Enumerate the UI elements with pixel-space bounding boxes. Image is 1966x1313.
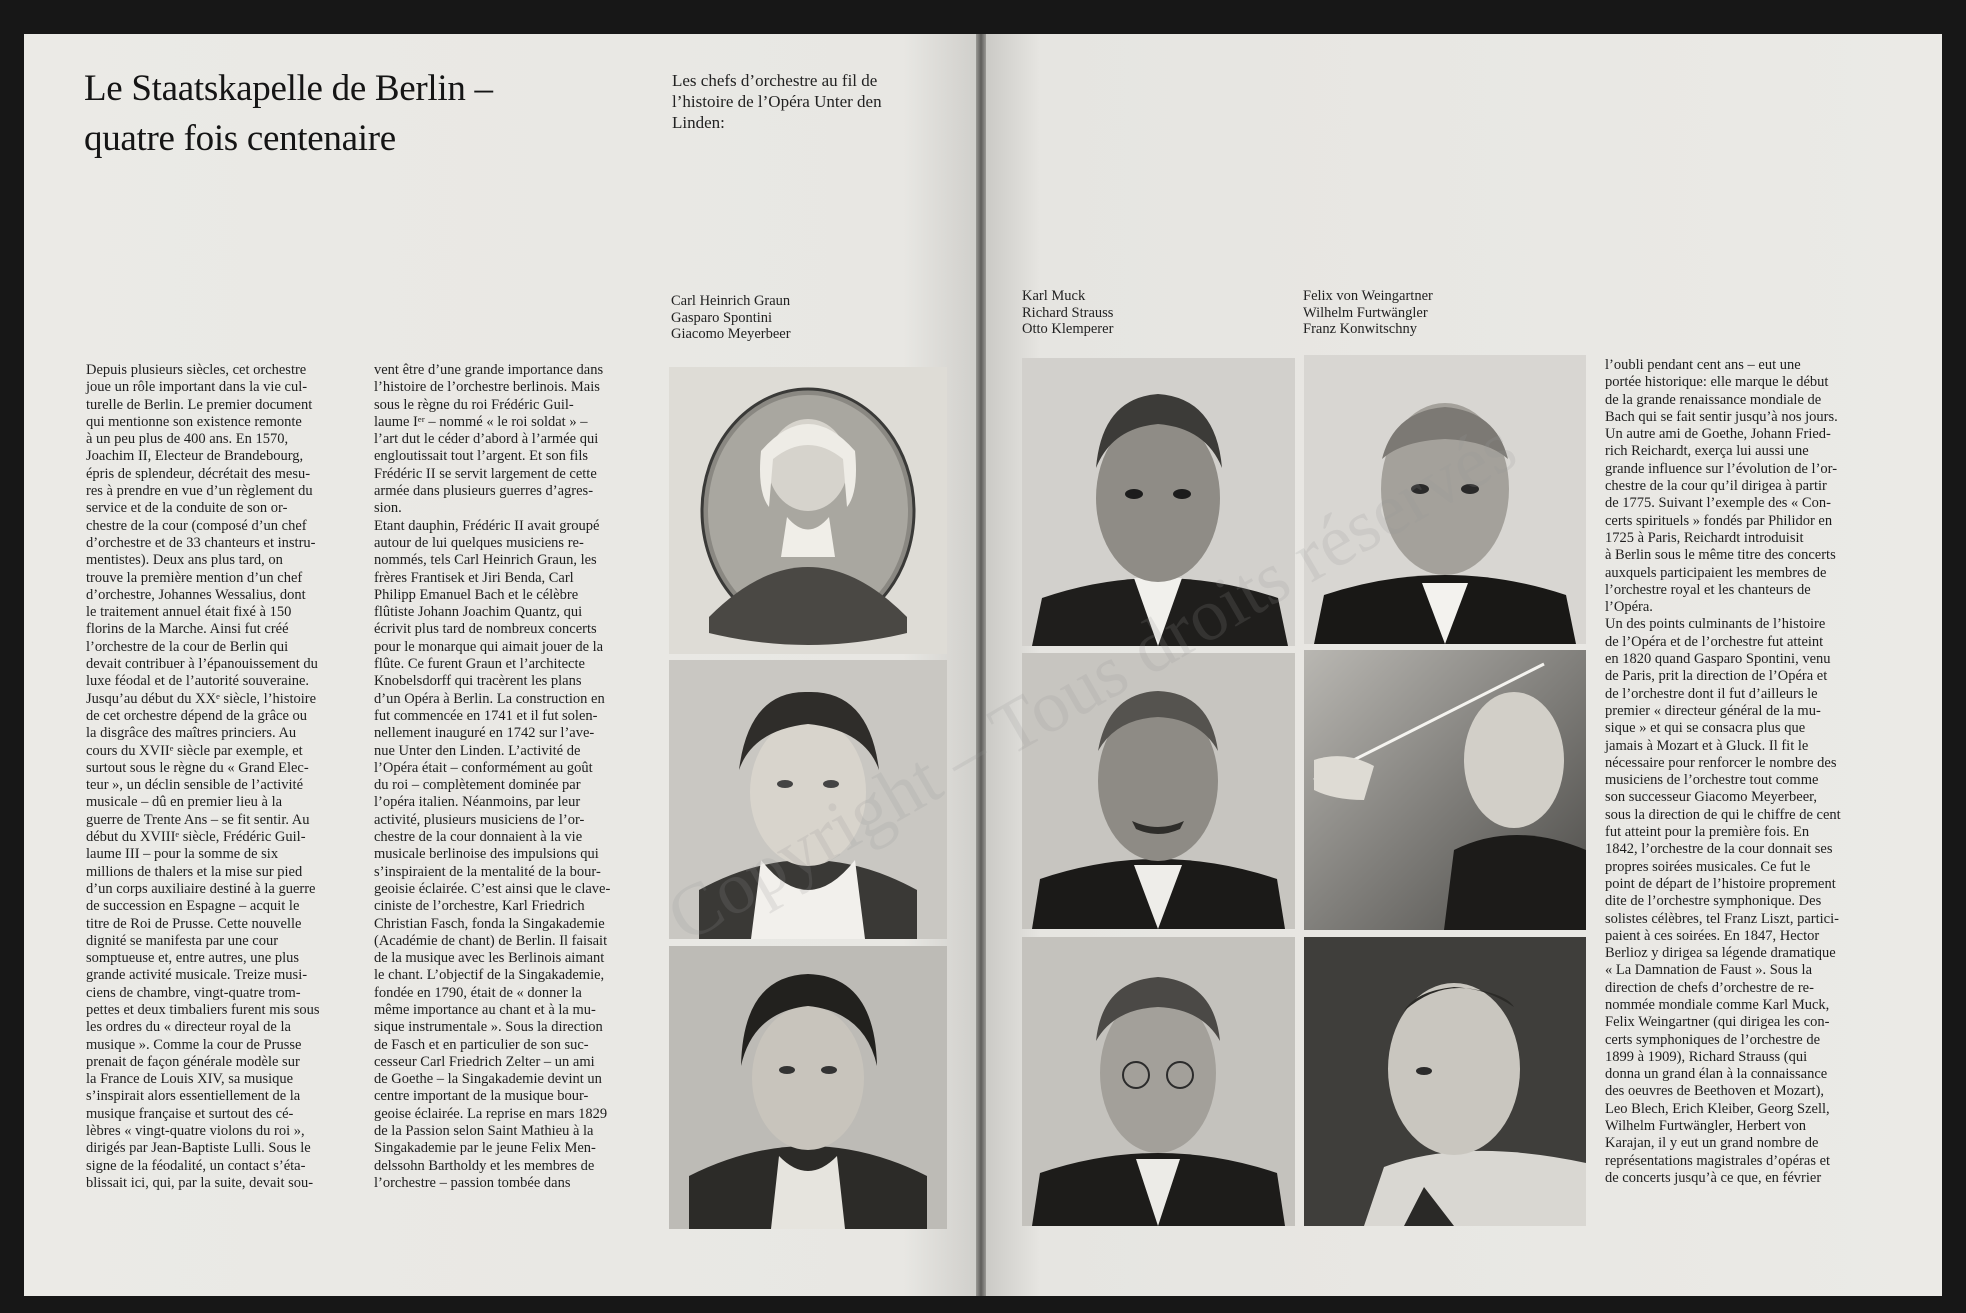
text-line: de succession en Espagne – acquit le <box>86 898 300 915</box>
text-line: nommée mondiale comme Karl Muck, <box>1605 996 1830 1013</box>
text-line: écrivit plus tard de nombreux concerts <box>374 621 597 638</box>
text-line: certs symphoniques de l’orchestre de <box>1605 1031 1821 1048</box>
text-line: chestre de la cour (composé d’un chef <box>86 517 307 534</box>
portrait-meyerbeer <box>669 946 947 1229</box>
text-line: de la musique avec les Berlinois aimant <box>374 950 605 967</box>
title-line: Le Staatskapelle de Berlin – <box>84 68 493 109</box>
text-line: Bach qui se fait sentir jusqu’à nos jours. <box>1605 408 1838 425</box>
text-line: de Fasch et en particulier de son suc- <box>374 1036 589 1053</box>
text-line: le chant. L’objectif de la Singakademie, <box>374 967 605 984</box>
text-line: laume III – pour la somme de six <box>86 846 279 863</box>
portrait-furtwangler <box>1304 650 1586 930</box>
caption-group-3 <box>1303 288 1433 338</box>
text-line: début du XVIIIᵉ siècle, Frédéric Guil- <box>86 829 306 846</box>
caption-line: Carl Heinrich Graun <box>671 293 791 309</box>
caption-line: Wilhelm Furtwängler <box>1303 304 1428 321</box>
text-line: cours du XVIIᵉ siècle par exemple, et <box>86 742 303 759</box>
text-line: florins de la Marche. Ainsi fut créé <box>86 621 289 638</box>
text-line: s’inspirait alors essentiellement de la <box>86 1088 301 1105</box>
text-line: de Goethe – la Singakademie devint un <box>374 1071 602 1088</box>
text-line: l’opéra italien. Néanmoins, par leur <box>374 794 581 811</box>
text-line: Christian Fasch, fonda la Singakademie <box>374 915 605 932</box>
intro-line: l’histoire de l’Opéra Unter den <box>672 92 882 111</box>
text-line: de Paris, prit la direction de l’Opéra et <box>1605 668 1828 685</box>
intro-line: Les chefs d’orchestre au fil de <box>672 71 878 90</box>
text-line: les ordres du « directeur royal de la <box>86 1019 291 1036</box>
text-line: joue un rôle important dans la vie cul- <box>86 379 308 396</box>
text-line: de la Passion selon Saint Mathieu à la <box>374 1123 594 1140</box>
text-line: Depuis plusieurs siècles, cet orchestre <box>86 362 307 378</box>
text-line: 1899 à 1909), Richard Strauss (qui <box>1605 1048 1808 1065</box>
text-line: premier « directeur général de la mu- <box>1605 702 1821 719</box>
text-line: Knobelsdorff qui tracèrent les plans <box>374 673 582 690</box>
text-line: Joachim II, Electeur de Brandebourg, <box>86 448 304 465</box>
text-line: cesseur Carl Friedrich Zelter – un ami <box>374 1053 595 1070</box>
article-column-3 <box>1605 357 1885 1187</box>
text-line: millions de thalers et la mise sur pied <box>86 863 303 880</box>
caption-line: Otto Klemperer <box>1022 321 1114 337</box>
text-line: à un peu plus de 400 ans. En 1570, <box>86 431 289 448</box>
text-line: Un autre ami de Goethe, Johann Fried- <box>1605 426 1831 443</box>
text-line: Singakademie par le jeune Felix Men- <box>374 1140 596 1157</box>
text-line: blissait ici, qui, par la suite, devait sou- <box>86 1174 314 1191</box>
portrait-graun <box>669 367 947 654</box>
text-line: l’Opéra était – conformément au goût <box>374 759 593 776</box>
text-line: des oeuvres de Beethoven et Mozart), <box>1605 1083 1825 1100</box>
text-line: sique » et qui se consacra plus que <box>1605 720 1806 737</box>
text-line: pour le monarque qui aimait jouer de la <box>374 638 604 655</box>
text-line: dirigés par Jean-Baptiste Lulli. Sous le <box>86 1140 311 1157</box>
text-line: teur », un déclin sensible de l’activité <box>86 777 304 794</box>
text-line: nue Unter den Linden. L’activité de <box>374 742 581 759</box>
text-line: propres soirées musicales. Ce fut le <box>1605 858 1811 875</box>
text-line: Berlioz y dirigea sa légende dramatique <box>1605 945 1836 962</box>
book-spine <box>976 34 986 1296</box>
text-line: d’orchestre, Johannes Wessalius, dont <box>86 586 306 603</box>
text-line: de 1775. Suivant l’exemple des « Con- <box>1605 495 1831 512</box>
text-line: en 1820 quand Gasparo Spontini, venu <box>1605 651 1831 668</box>
text-line: guerre de Trente Ans – se fit sentir. Au <box>86 811 310 828</box>
text-line: fut atteint pour la première fois. En <box>1605 824 1810 841</box>
text-line: 1842, l’orchestre de la cour donnait ses <box>1605 841 1833 858</box>
text-line: l’oubli pendant cent ans – eut une <box>1605 357 1801 373</box>
article-column-1 <box>86 362 366 1192</box>
text-line: d’un Opéra à Berlin. La construction en <box>374 690 605 707</box>
text-line: Etant dauphin, Frédéric II avait groupé <box>374 517 600 534</box>
caption-line: Richard Strauss <box>1022 304 1114 321</box>
text-line: « La Damnation de Faust ». Sous la <box>1605 962 1813 979</box>
text-line: armée dans plusieurs guerres d’agres- <box>374 483 594 500</box>
text-line: dite de l’orchestre symphonique. Des <box>1605 893 1822 910</box>
text-line: chestre de la cour donnaient à la vie <box>374 829 583 846</box>
text-line: le traitement annuel était fixé à 150 <box>86 604 292 621</box>
text-line: geoisie éclairée. C’est ainsi que le clave- <box>374 880 611 897</box>
text-line: musicale berlinoise des impulsions qui <box>374 846 599 863</box>
text-line: musiciens de l’orchestre tout comme <box>1605 772 1819 789</box>
text-line: l’orchestre royal et les chanteurs de <box>1605 581 1811 598</box>
portrait-richard-strauss <box>1022 653 1295 929</box>
text-line: de concerts jusqu’à ce que, en février <box>1605 1169 1822 1186</box>
text-line: épris de splendeur, décrétait des mesu- <box>86 465 311 482</box>
caption-group-2 <box>1022 288 1113 338</box>
text-line: surtout sous le règne du « Grand Elec- <box>86 759 309 776</box>
text-line: devait contribuer à l’épanouissement du <box>86 656 318 673</box>
article-title <box>84 64 644 164</box>
text-line: s’inspiraient de la mentalité de la bour- <box>374 863 601 880</box>
text-line: flûte. Ce furent Graun et l’architecte <box>374 656 585 673</box>
text-line: ciniste de l’orchestre, Karl Friedrich <box>374 898 585 915</box>
text-line: sion. <box>374 500 402 517</box>
text-line: vent être d’une grande importance dans <box>374 362 604 378</box>
text-line: direction de chefs d’orchestre de re- <box>1605 979 1814 996</box>
text-line: Wilhelm Furtwängler, Herbert von <box>1605 1118 1806 1135</box>
text-line: pettes et deux timbaliers furent mis sous <box>86 1001 320 1018</box>
conductors-intro <box>672 70 972 133</box>
article-column-2 <box>374 362 660 1192</box>
text-line: centre important de la musique bour- <box>374 1088 589 1105</box>
text-line: Leo Blech, Erich Kleiber, Georg Szell, <box>1605 1100 1830 1117</box>
text-line: musique ». Comme la cour de Prusse <box>86 1036 302 1053</box>
text-line: sous le règne du roi Frédéric Guil- <box>374 396 574 413</box>
text-line: grande activité musicale. Treize musi- <box>86 967 308 984</box>
text-line: ciens de chambre, vingt-quatre trom- <box>86 984 301 1001</box>
text-line: représentations magistrales d’opéras et <box>1605 1152 1831 1169</box>
text-line: donna un grand élan à la connaissance <box>1605 1066 1828 1083</box>
text-line: de l’Opéra et de l’orchestre fut atteint <box>1605 633 1824 650</box>
text-line: d’orchestre et de 33 chanteurs et instru- <box>86 534 316 551</box>
text-line: musicale – dû en premier lieu à la <box>86 794 283 811</box>
portrait-klemperer <box>1022 937 1295 1226</box>
text-line: (Académie de chant) de Berlin. Il faisait <box>374 932 608 949</box>
text-line: signe de la féodalité, un contact s’éta- <box>86 1157 306 1174</box>
text-line: fut commencée en 1741 et il fut solen- <box>374 707 598 724</box>
text-line: chestre de la cour qu’il dirigea à partir <box>1605 478 1827 495</box>
text-line: nommés, tels Carl Heinrich Graun, les <box>374 552 597 569</box>
text-line: activité, plusieurs musiciens de l’or- <box>374 811 585 828</box>
text-line: res à prendre en vue d’un règlement du <box>86 483 313 500</box>
text-line: titre de Roi de Prusse. Cette nouvelle <box>86 915 302 932</box>
caption-line: Giacomo Meyerbeer <box>671 326 791 342</box>
text-line: Karajan, il y eut un grand nombre de <box>1605 1135 1819 1152</box>
caption-line: Karl Muck <box>1022 288 1086 304</box>
text-line: paient à ces soirées. En 1847, Hector <box>1605 927 1820 944</box>
text-line: service et de la conduite de son or- <box>86 500 288 517</box>
text-line: certs spirituels » fondés par Philidor en <box>1605 512 1833 529</box>
text-line: luxe féodal et de l’autorité souveraine. <box>86 673 310 690</box>
text-line: l’histoire de l’orchestre berlinois. Mais <box>374 379 600 396</box>
text-line: la disgrâce des maîtres princiers. Au <box>86 725 297 742</box>
text-line: 1725 à Paris, Reichardt introduisit <box>1605 529 1804 546</box>
text-line: qui mentionne son existence remonte <box>86 413 302 430</box>
text-line: auxquels participaient les membres de <box>1605 564 1827 581</box>
portrait-weingartner <box>1304 355 1586 644</box>
text-line: de cet orchestre dépend de la grâce ou <box>86 707 308 724</box>
text-line: turelle de Berlin. Le premier document <box>86 396 313 413</box>
text-line: d’un corps auxiliaire destiné à la guerre <box>86 880 316 897</box>
text-line: Un des points culminants de l’histoire <box>1605 616 1826 633</box>
text-line: nellement inauguré en 1742 sur l’ave- <box>374 725 595 742</box>
text-line: son successeur Giacomo Meyerbeer, <box>1605 789 1818 806</box>
intro-line: Linden: <box>672 113 725 132</box>
text-line: flûtiste Johann Joachim Quantz, qui <box>374 604 583 621</box>
text-line: Frédéric II se servit largement de cette <box>374 465 597 482</box>
portrait-konwitschny <box>1304 937 1586 1226</box>
text-line: l’Opéra. <box>1605 599 1653 616</box>
text-line: laume Iᵉʳ – nommé « le roi soldat » – <box>374 413 588 430</box>
caption-line: Gasparo Spontini <box>671 309 773 326</box>
text-line: mentistes). Deux ans plus tard, on <box>86 552 283 569</box>
text-line: frères Frantisek et Jiri Benda, Carl <box>374 569 574 586</box>
text-line: de l’orchestre dont il fut d’ailleurs le <box>1605 685 1818 702</box>
text-line: somptueuse et, entre autres, une plus <box>86 950 300 967</box>
text-line: l’orchestre – passion tombée dans <box>374 1174 571 1191</box>
text-line: trouve la première mention d’un chef <box>86 569 303 586</box>
caption-line: Franz Konwitschny <box>1303 321 1417 337</box>
text-line: Felix Weingartner (qui dirigea les con- <box>1605 1014 1830 1031</box>
portrait-spontini <box>669 660 947 939</box>
text-line: jamais à Mozart et à Gluck. Il fit le <box>1605 737 1809 754</box>
text-line: autour de lui quelques musiciens re- <box>374 534 584 551</box>
text-line: du roi – complètement dominée par <box>374 777 581 794</box>
text-line: même importance au chant et à la mu- <box>374 1001 596 1018</box>
text-line: portée historique: elle marque le début <box>1605 374 1829 391</box>
text-line: lèbres « vingt-quatre violons du roi », <box>86 1123 305 1140</box>
text-line: engloutissait tout l’argent. Et son fils <box>374 448 588 465</box>
text-line: point de départ de l’histoire proprement <box>1605 875 1836 892</box>
text-line: de la grande renaissance mondiale de <box>1605 391 1822 408</box>
text-line: Jusqu’au début du XXᵉ siècle, l’histoire <box>86 690 317 707</box>
text-line: nécessaire pour renforcer le nombre des <box>1605 754 1837 771</box>
text-line: musique française et surtout des cé- <box>86 1105 294 1122</box>
title-line: quatre fois centenaire <box>84 118 396 159</box>
text-line: prenait de façon générale modèle sur <box>86 1053 300 1070</box>
text-line: rich Reichardt, exerça lui aussi une <box>1605 443 1809 460</box>
caption-group-1 <box>671 293 791 343</box>
text-line: Philipp Emanuel Bach et le célèbre <box>374 586 579 603</box>
text-line: sous la direction de qui le chiffre de cent <box>1605 806 1841 823</box>
portrait-karl-muck <box>1022 358 1295 646</box>
text-line: delssohn Bartholdy et les membres de <box>374 1157 595 1174</box>
text-line: solistes célèbres, tel Franz Liszt, partici- <box>1605 910 1839 927</box>
text-line: dignité se manifesta par une cour <box>86 932 279 949</box>
text-line: l’orchestre de la cour de Berlin qui <box>86 638 289 655</box>
text-line: l’art dut le céder d’abord à l’armée qui <box>374 431 599 448</box>
text-line: sique instrumentale ». Sous la direction <box>374 1019 603 1036</box>
caption-line: Felix von Weingartner <box>1303 288 1433 304</box>
text-line: à Berlin sous le même titre des concerts <box>1605 547 1836 564</box>
text-line: grande influence sur l’évolution de l’or- <box>1605 460 1838 477</box>
text-line: la France de Louis XIV, sa musique <box>86 1071 294 1088</box>
text-line: fondée en 1790, était de « donner la <box>374 984 582 1001</box>
text-line: geoise éclairée. La reprise en mars 1829 <box>374 1105 608 1122</box>
